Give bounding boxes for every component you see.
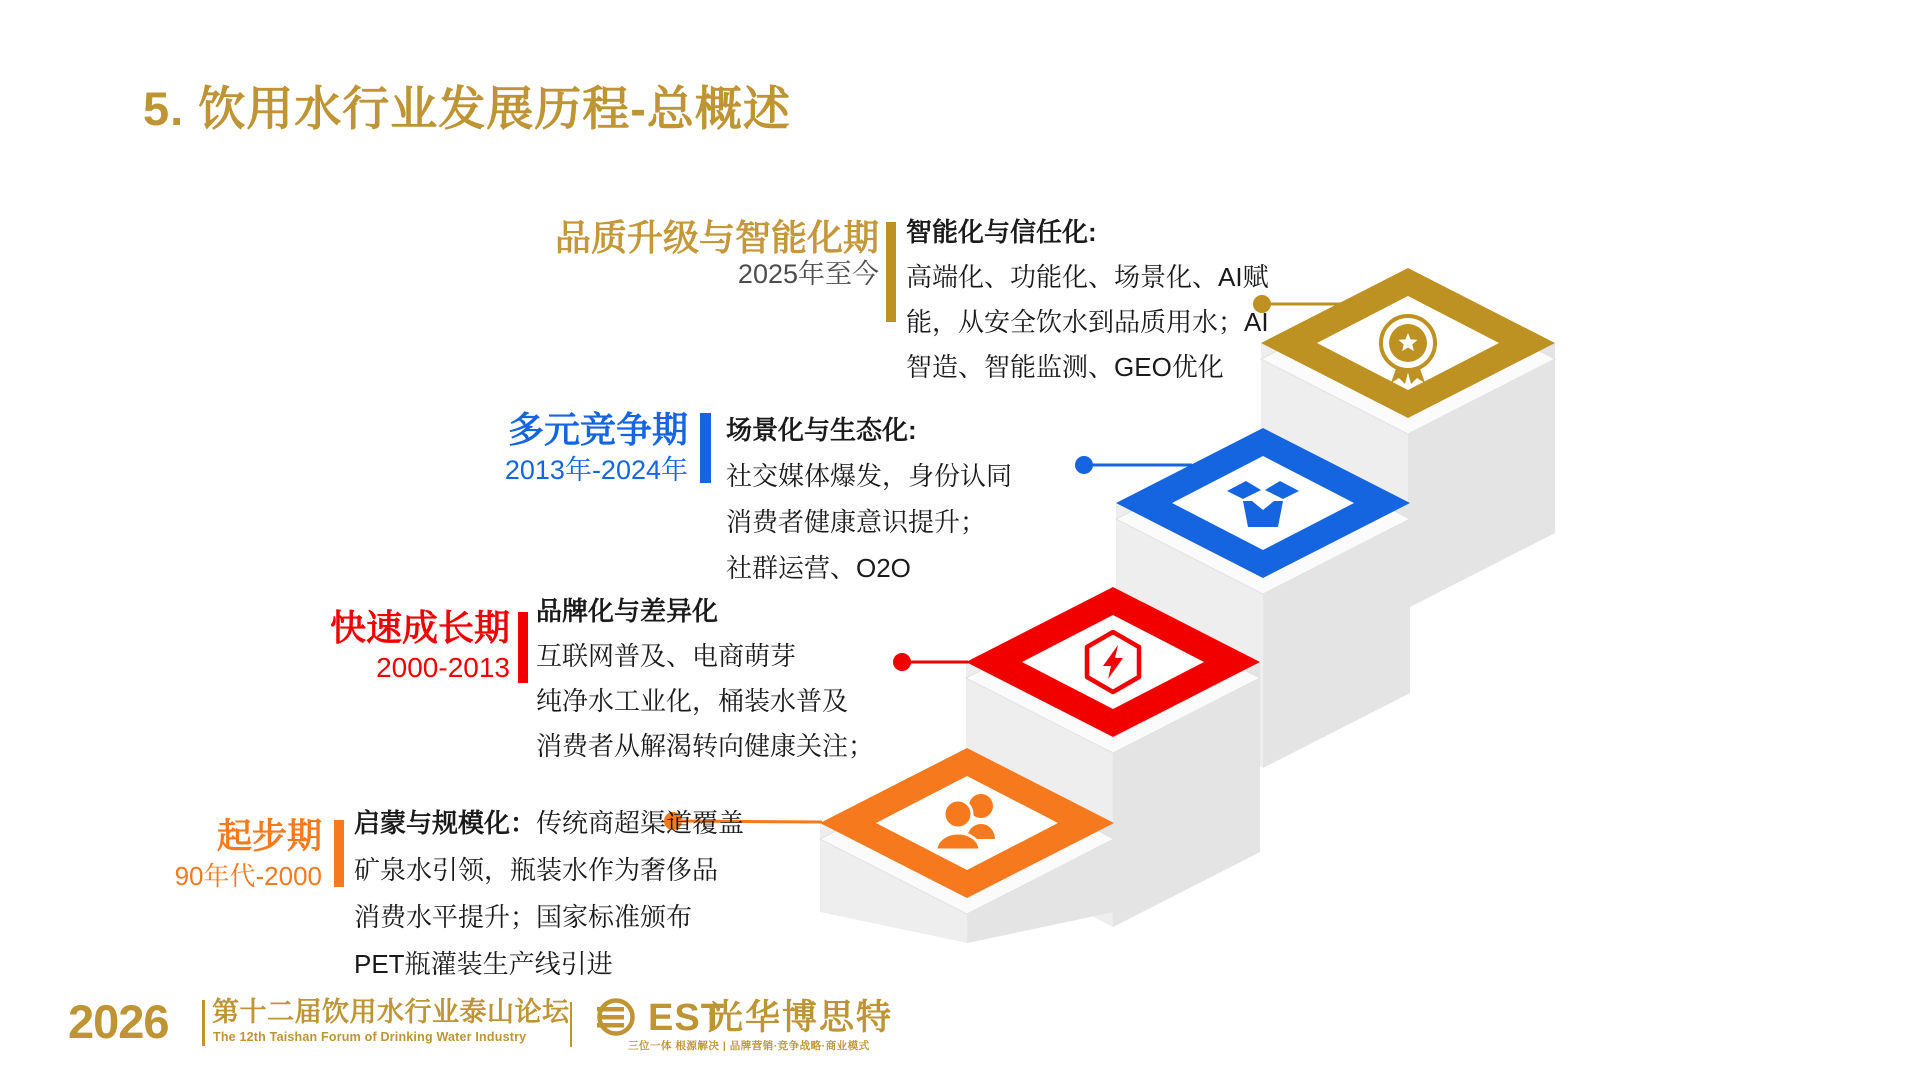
desc-line: 矿泉水引领，瓶装水作为奢侈品 — [354, 855, 719, 885]
bolt-icon — [1087, 632, 1139, 692]
desc-heading: 启蒙与规模化： — [354, 808, 537, 838]
best-logo-icon — [592, 997, 650, 1039]
period-name-quality-smart: 品质升级与智能化期 — [554, 217, 879, 258]
best-company-name: 光华博思特 — [708, 998, 894, 1037]
period-desc-startup — [354, 800, 744, 988]
page-title: 5. 饮用水行业发展历程-总概述 — [143, 82, 791, 135]
desc-line: 智造、智能监测、GEO优化 — [906, 352, 1224, 382]
period-name-rapid-growth: 快速成长期 — [329, 607, 510, 648]
period-accent-bar — [518, 612, 528, 683]
desc-line: 传统商超渠道覆盖 — [536, 808, 745, 838]
desc-heading: 场景化与生态化: — [726, 415, 917, 445]
best-logo-text: EST — [648, 997, 725, 1039]
period-desc-diverse-competition — [726, 407, 1012, 591]
best-tagline: 三位一体 根源解决 | 品牌营销·竞争战略·商业模式 — [628, 1040, 870, 1052]
desc-line: 消费者健康意识提升； — [726, 507, 987, 537]
period-accent-bar — [700, 413, 711, 483]
desc-line: 社群运营、O2O — [726, 553, 911, 583]
period-name-startup: 起步期 — [216, 817, 322, 856]
forum-year-logo: 2026 — [68, 995, 169, 1048]
footer-divider — [202, 1000, 205, 1046]
desc-line: 纯净水工业化，桶装水普及 — [536, 686, 849, 716]
connector-blue — [1075, 456, 1192, 474]
desc-line: 社交媒体爆发，身份认同 — [726, 461, 1013, 491]
period-accent-bar — [334, 820, 344, 887]
desc-line: 能，从安全饮水到品质用水；AI — [906, 307, 1269, 337]
desc-line: 消费水平提升；国家标准颁布 — [354, 902, 693, 932]
connector-red — [893, 653, 968, 671]
desc-heading: 品牌化与差异化 — [536, 596, 719, 626]
desc-line: 消费者从解渴转向健康关注； — [536, 731, 875, 761]
period-date-rapid-growth: 2000-2013 — [376, 652, 510, 683]
period-desc-quality-smart — [906, 210, 1269, 390]
desc-line: 互联网普及、电商萌芽 — [536, 641, 797, 671]
desc-line: 高端化、功能化、场景化、AI赋 — [906, 262, 1269, 292]
period-name-diverse-competition: 多元竞争期 — [507, 409, 688, 450]
desc-line: PET瓶灌装生产线引进 — [354, 949, 613, 979]
period-accent-bar — [886, 222, 896, 322]
forum-name-cn: 第十二届饮用水行业泰山论坛 — [212, 997, 570, 1027]
period-date-diverse-competition: 2013年-2024年 — [504, 455, 688, 485]
period-desc-rapid-growth — [536, 589, 874, 769]
period-date-startup: 90年代-2000 — [174, 861, 322, 891]
forum-name-en: The 12th Taishan Forum of Drinking Water Industry — [213, 1030, 527, 1044]
footer-divider — [570, 1002, 572, 1047]
period-date-quality-smart: 2025年至今 — [737, 259, 879, 289]
desc-heading: 智能化与信任化: — [906, 217, 1097, 247]
